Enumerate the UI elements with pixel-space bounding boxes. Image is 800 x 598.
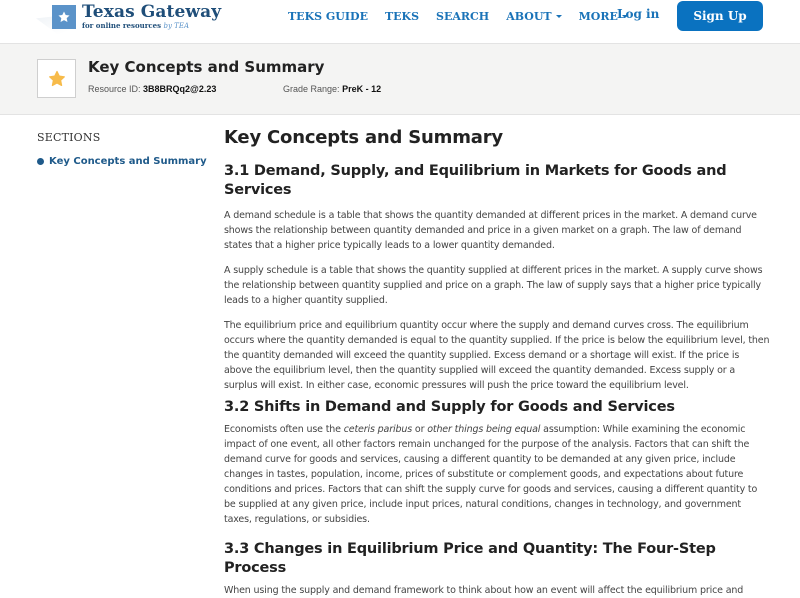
nav-search[interactable] [436,10,489,23]
text-run: or [412,424,428,435]
nav-teks-guide[interactable] [288,10,368,23]
top-navigation [0,0,800,44]
texas-gateway-logo[interactable] [22,2,221,32]
sidebar-item-label: Key Concepts and Summary [49,156,207,167]
nav-more-label: MORE [578,9,618,23]
grade-range-value: PreK - 12 [342,84,382,94]
section-heading-3-2: 3.2 Shifts in Demand and Supply for Goods and Services [224,399,675,415]
text-run: Economists often use the [224,424,344,435]
sections-sidebar [37,131,207,167]
page-title: Key Concepts and Summary [224,127,503,148]
main-nav [288,0,645,32]
resource-title: Key Concepts and Summary [88,58,325,76]
star-icon [52,5,76,29]
resource-id [88,84,216,94]
grade-range-label: Grade Range: [283,84,340,94]
logo-subtitle-main: for online resources [82,21,162,30]
emphasis-other-things-equal: other things being equal [427,424,541,435]
emphasis-ceteris-paribus: ceteris paribus [343,424,413,435]
logo-title: Texas Gateway [82,2,222,22]
resource-id-label: Resource ID: [88,84,141,94]
bullet-icon [37,158,44,165]
grade-range [283,84,381,94]
section-heading-3-3: 3.3 Changes in Equilibrium Price and Quantity: The Four-Step Process [224,541,716,576]
signup-button[interactable]: Sign Up [677,1,763,31]
logo-text [82,4,221,30]
paragraph-shifts [224,422,770,527]
paragraph-demand: A demand schedule is a table that shows the quantity demanded at different prices in the market. A demand curve shows the relationship between quantity demanded and price in a given market on a graph. The law of demand states that a higher price typically leads to a lower quantity demanded. [224,210,757,251]
resource-header [0,44,800,115]
sidebar-item-key-concepts[interactable] [37,156,207,167]
sidebar-title: SECTIONS [37,131,101,144]
section-heading-3-1: 3.1 Demand, Supply, and Equilibrium in Markets for Goods and Services [224,163,727,198]
paragraph-equilibrium: The equilibrium price and equilibrium quantity occur where the supply and demand curves cross. The equilibrium occurs where the quantity demanded is equal to the quantity supplied. If the price is below the equilibrium level, then the quantity demanded will exceed the quantity supplied. Excess demand or a shortage will exist. If the price is above the equilibrium level, then the quantity supplied will exceed the quantity demanded. Excess supply or a surplus will exist. In either case, economic pressures will push the price toward the equilibrium level. [224,320,770,391]
resource-id-value: 3B8BRQq2@2.23 [143,84,217,94]
nav-teks-guide-label: TEKS GUIDE [288,9,368,23]
resource-type-badge [37,59,76,98]
caret-down-icon [556,15,562,18]
paragraph-four-step: When using the supply and demand framework to think about how an event will affect the equilibrium price and [224,585,744,596]
nav-about-label: ABOUT [506,9,552,23]
nav-teks[interactable] [385,10,419,23]
star-icon [47,69,67,89]
login-link[interactable]: Log in [617,7,660,21]
nav-teks-label: TEKS [384,9,420,23]
logo-subtitle [82,22,221,30]
nav-about-dropdown[interactable] [506,10,561,23]
paragraph-supply: A supply schedule is a table that shows the quantity supplied at different prices in the market. A supply curve shows the relationship between quantity supplied and price on a graph. The law of supply says that a higher price typically leads to a higher quantity supplied. [224,265,763,306]
nav-search-label: SEARCH [436,9,490,23]
logo-subtitle-suffix: by TEA [163,22,189,30]
main-content [224,126,770,598]
text-run: assumption: While examining the economic impact of one event, all other factors remain unchanged for the purpose of the analysis. Factors that can shift the demand curve for goods and services, causing a different quantity to be demanded at any given price, include changes in tastes, population, income, prices of substitute or complement goods, and expectations about future conditions and prices. Factors that can shift the supply curve for goods and services, causing a different quantity to be supplied at any given price, include input prices, natural conditions, changes in technology, and government taxes, regulations, or subsidies. [224,424,758,525]
